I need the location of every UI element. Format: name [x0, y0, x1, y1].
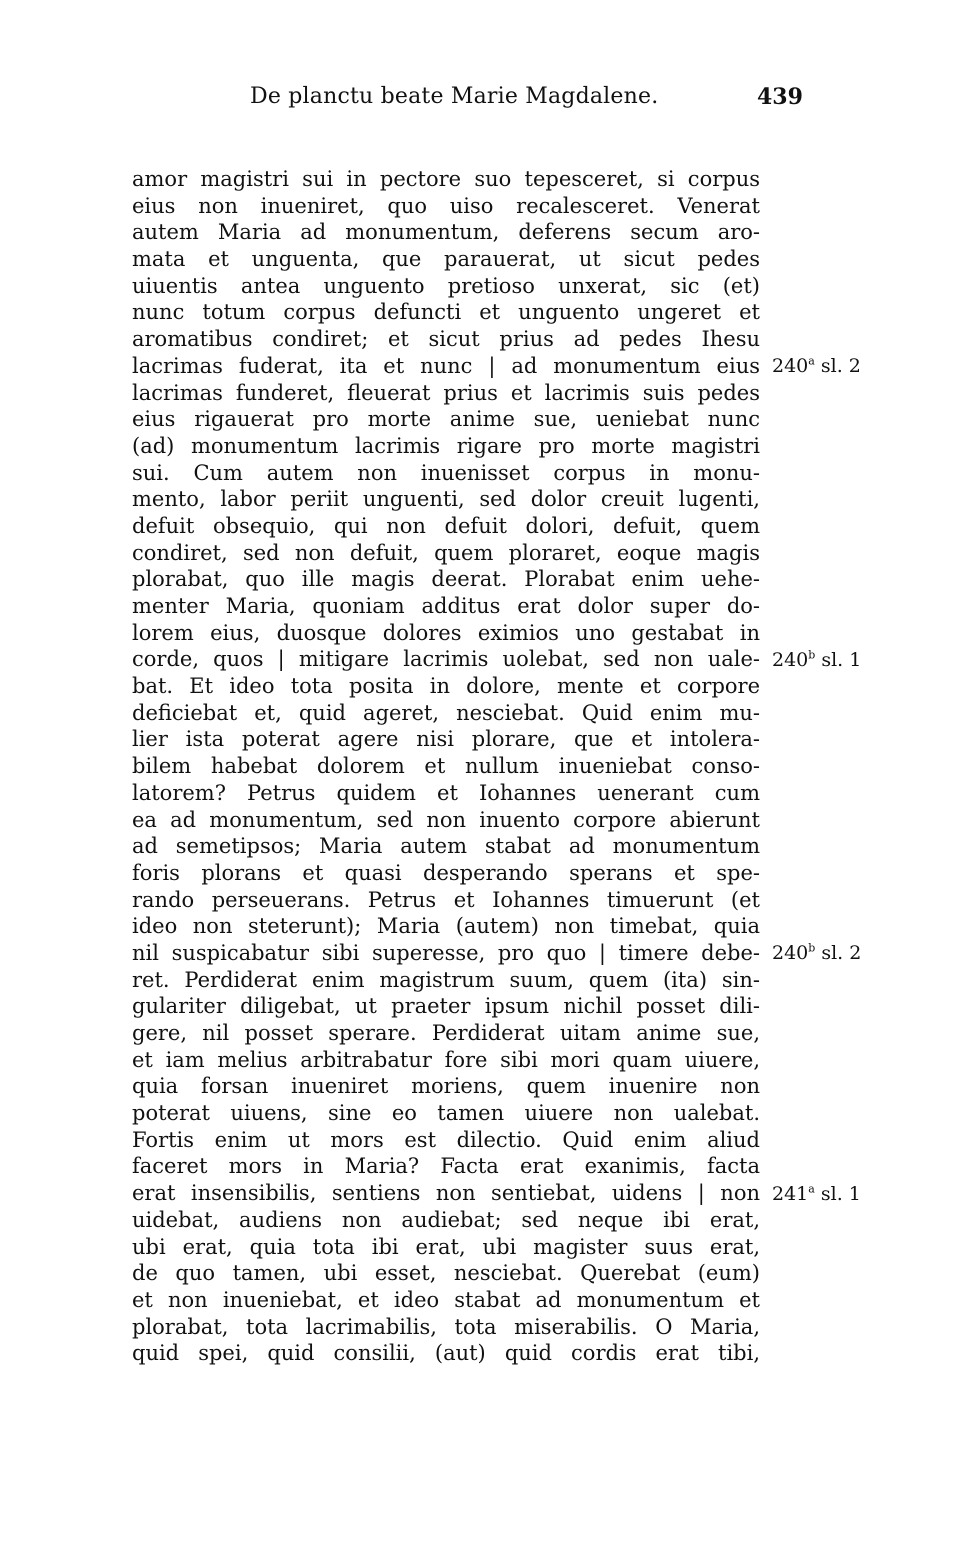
folio-margin-note	[772, 940, 861, 967]
folio-margin-note	[772, 353, 861, 380]
text-line: (ad) monumentum lacrimis rigare pro morte magistri	[132, 433, 760, 458]
text-line: ideo non steterunt); Maria (autem) non timebat, quia	[132, 914, 760, 939]
column-line-ref: sl. 1	[815, 648, 862, 671]
text-line: plorabat, tota lacrimabilis, tota miserabilis. O Maria,	[132, 1314, 760, 1339]
text-line: uiuentis antea unguento pretioso unxerat, sic (et)	[132, 273, 760, 298]
folio-number: 241	[772, 1182, 809, 1205]
text-line: menter Maria, quoniam additus erat dolor super do-	[132, 594, 760, 618]
text-line: ea ad monumentum, sed non inuento corpore abierunt	[132, 807, 760, 832]
text-line: quid spei, quid consilii, (aut) quid cordis erat tibi,	[132, 1341, 760, 1366]
text-line: amor magistri sui in pectore suo tepesceret, si corpus	[132, 167, 760, 191]
text-line: de quo tamen, ubi esset, nesciebat. Querebat (eum)	[132, 1261, 760, 1286]
folio-number: 240	[772, 942, 809, 965]
text-line: condiret, sed non defuit, quem ploraret, eoque magis	[132, 540, 760, 565]
text-line: uidebat, audiens non audiebat; sed neque ibi erat,	[132, 1207, 760, 1232]
column-line-ref: sl. 1	[814, 1182, 861, 1205]
text-line: ubi erat, quia tota ibi erat, ubi magister suus erat,	[132, 1234, 760, 1259]
text-line: mento, labor periit unguenti, sed dolor creuit lugenti,	[132, 487, 760, 512]
text-line: Fortis enim ut mors est dilectio. Quid enim aliud	[132, 1127, 760, 1152]
text-line: lacrimas fuderat, ita et nunc | ad monumentum eius	[132, 353, 760, 378]
text-line: lier ista poterat agere nisi plorare, que et intolera-	[132, 727, 760, 752]
text-line: defuit obsequio, qui non defuit dolori, defuit, quem	[132, 513, 760, 538]
text-line: gere, nil posset sperare. Perdiderat uitam anime sue,	[132, 1021, 760, 1045]
text-line: ad semetipsos; Maria autem stabat ad monumentum	[132, 834, 760, 859]
column-line-ref: sl. 2	[814, 354, 861, 377]
text-line: rando perseuerans. Petrus et Iohannes timuerunt (et	[132, 887, 760, 912]
text-line: sui. Cum autem non inuenisset corpus in monu-	[132, 460, 760, 485]
text-line: faceret mors in Maria? Facta erat exanimis, facta	[132, 1154, 760, 1179]
text-line: mata et unguenta, que parauerat, ut sicut pedes	[132, 247, 760, 272]
text-line: bat. Et ideo tota posita in dolore, mente et corpore	[132, 674, 760, 699]
column-line-ref: sl. 2	[815, 942, 862, 965]
text-line: nil suspicabatur sibi superesse, pro quo | timere debe-	[132, 940, 760, 965]
text-line: deficiebat et, quid ageret, nesciebat. Quid enim mu-	[132, 700, 760, 725]
page-number: 439	[757, 84, 803, 110]
folio-side: b	[808, 941, 816, 955]
folio-side: a	[808, 1182, 815, 1196]
text-line: quia forsan inueniret moriens, quem inuenire non	[132, 1074, 760, 1099]
text-line: ret. Perdiderat enim magistrum suum, quem (ita) sin-	[132, 967, 760, 992]
folio-margin-note	[772, 1181, 861, 1208]
folio-margin-note	[772, 647, 861, 674]
text-line: bilem habebat dolorem et nullum inueniebat conso-	[132, 754, 760, 779]
folio-side: b	[808, 648, 816, 662]
folio-side: a	[808, 354, 815, 368]
body-text	[132, 166, 760, 1367]
text-line: eius non inueniret, quo uiso recalesceret. Venerat	[132, 193, 760, 218]
text-line: foris plorans et quasi desperando sperans et spe-	[132, 860, 760, 885]
text-line: corde, quos | mitigare lacrimis uolebat, sed non uale-	[132, 647, 760, 672]
text-line: et iam melius arbitrabatur fore sibi mori quam uiuere,	[132, 1047, 760, 1072]
text-line: et non inueniebat, et ideo stabat ad monumentum et	[132, 1287, 760, 1312]
text-line: aromatibus condiret; et sicut prius ad pedes Ihesu	[132, 327, 760, 352]
text-line: plorabat, quo ille magis deerat. Plorabat enim uehe-	[132, 567, 760, 592]
text-line: lorem eius, duosque dolores eximios uno gestabat in	[132, 620, 760, 645]
text-line: lacrimas funderet, fleuerat prius et lacrimis suis pedes	[132, 380, 760, 405]
text-line: latorem? Petrus quidem et Iohannes uenerant cum	[132, 780, 760, 805]
folio-number: 240	[772, 648, 809, 671]
text-line: erat insensibilis, sentiens non sentiebat, uidens | non	[132, 1181, 760, 1206]
running-title: De planctu beate Marie Magdalene.	[250, 84, 659, 109]
text-line: autem Maria ad monumentum, deferens secum aro-	[132, 220, 760, 245]
folio-number: 240	[772, 354, 809, 377]
text-line: gulariter diligebat, ut praeter ipsum nichil posset dili-	[132, 994, 760, 1019]
text-line: eius rigauerat pro morte anime sue, ueniebat nunc	[132, 407, 760, 432]
text-line: poterat uiuens, sine eo tamen uiuere non ualebat.	[132, 1101, 760, 1126]
text-line: nunc totum corpus defuncti et unguento ungeret et	[132, 300, 760, 325]
